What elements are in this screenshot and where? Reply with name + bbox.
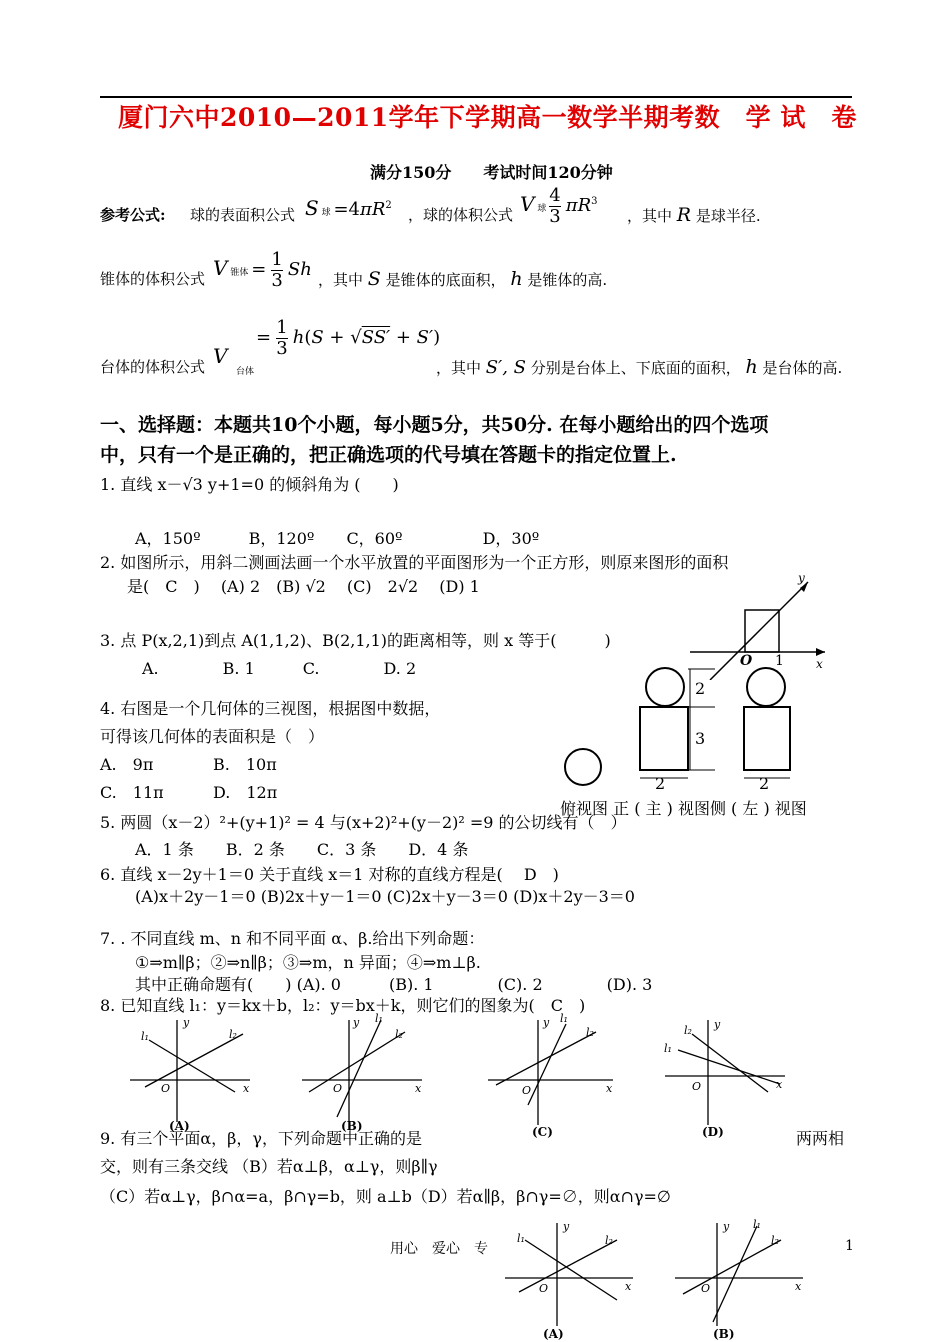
q5-stem: 5. 两圆（x－2）²+(y+1)² = 4 与(x+2)²+(y－2)² =9 的公切线有（ ） (100, 813, 627, 832)
top-view-label: 俯视图 (560, 799, 609, 818)
cone-note: ，其中 S 是锥体的底面积， h 是锥体的高. (318, 268, 608, 290)
q9-line1b: 两两相 (796, 1129, 845, 1148)
origin-label: O (692, 1080, 702, 1093)
line-l1 (678, 1050, 780, 1084)
ball-vol-label: ，球的体积公式 (408, 206, 514, 224)
q4-opt-a: A. 9π (100, 755, 154, 774)
section1-line1: 一、选择题：本题共10个小题，每小题5分，共50分. 在每小题给出的四个选项 (100, 414, 769, 436)
q1-options: A，150º B，120º C，60º D，30º (135, 529, 540, 548)
frustum-sub: 台体 (236, 367, 255, 377)
dim-width-side: 2 (759, 774, 770, 790)
q1-stem: 1. 直线 x－√3 y+1=0 的倾斜角为 ( ) (100, 475, 399, 494)
exam-subtitle: 满分150分 考试时间120分钟 (370, 163, 613, 182)
q9-line1a: 9. 有三个平面α，β，γ，下列命题中正确的是 (100, 1129, 422, 1148)
x-arrow-icon (816, 648, 825, 656)
l1-label: l₁ (753, 1218, 761, 1231)
q2-line2: 是( C ) (A) 2 (B) √2 (C) 2√2 (D) 1 (127, 577, 480, 596)
section1-line2: 中，只有一个是正确的，把正确选项的代号填在答题卡的指定位置上. (100, 444, 677, 466)
q6-options: (A)x＋2y－1＝0 (B)2x＋y－1＝0 (C)2x＋y－3＝0 (D)x＋2y－3＝0 (135, 887, 635, 906)
q7-line2: ①⇒m∥β；②⇒n∥β；③⇒m，n 异面；④⇒m⊥β. (135, 953, 481, 972)
front-view-label: 正 ( 主 ) 视图 (613, 799, 710, 818)
origin-label: O (161, 1082, 171, 1095)
cone-formula: V 锥体 = $\frac{1}{3}$ Sh (213, 249, 312, 291)
line-l2 (519, 1240, 617, 1292)
y-label: y (543, 1016, 550, 1029)
y-label: y (183, 1016, 190, 1029)
graph-c-label: (C) (532, 1125, 553, 1139)
l2-label: l₂ (229, 1028, 237, 1041)
l2-label: l₂ (605, 1234, 613, 1247)
l2-label: l₂ (395, 1028, 403, 1041)
q4-opt-b: B. 10π (213, 755, 277, 774)
three-views-figure (555, 660, 855, 790)
l2-label: l₂ (684, 1024, 692, 1037)
x-label: x (606, 1082, 613, 1095)
y-label: y (723, 1220, 730, 1233)
q6-stem: 6. 直线 x－2y＋1＝0 关于直线 x＝1 对称的直线方程是( D ) (100, 865, 559, 884)
q7-line1: 7. . 不同直线 m、n 和不同平面 α、β.给出下列命题： (100, 929, 485, 948)
q5-options: A．1 条 B．2 条 C．3 条 D．4 条 (135, 840, 469, 859)
q8-stem: 8. 已知直线 l₁：y＝kx＋b，l₂：y＝bx＋k，则它们的图象为( C ) (100, 996, 586, 1015)
l1-label: l₁ (560, 1012, 568, 1025)
l2-label: l₂ (771, 1234, 779, 1247)
l1-label: l₁ (375, 1012, 383, 1025)
graph-a-repeat (505, 1218, 645, 1342)
q4-line2: 可得该几何体的表面积是（ ） (100, 727, 325, 746)
q2-line1: 2. 如图所示，用斜二测画法画一个水平放置的平面图形为一个正方形，则原来图形的面积 (100, 553, 729, 572)
graph-a-label: (A) (169, 1119, 190, 1132)
side-rect (744, 707, 790, 770)
line-l2 (309, 1032, 405, 1092)
dim-height-top: 2 (695, 679, 706, 698)
graph-d (660, 1010, 800, 1140)
q7-line3: 其中正确命题有( ) (A). 0 (B). 1 (C). 2 (D). 3 (135, 975, 653, 994)
dim-height-bottom: 3 (695, 729, 706, 748)
line-l2 (496, 1032, 596, 1085)
ball-area-formula: S 球 $=4\pi R^2$ (305, 196, 392, 220)
x-label: x (243, 1082, 250, 1095)
y-label: y (798, 571, 805, 585)
ball-area-label: 球的表面积公式 (190, 206, 296, 224)
line-l1 (337, 1020, 381, 1117)
graph-b-label: (B) (341, 1119, 363, 1132)
q3-options: A. B. 1 C. D. 2 (142, 659, 417, 678)
ref-label: 参考公式: (100, 206, 166, 224)
l1-label: l₁ (664, 1042, 672, 1055)
frustum-formula: = $\frac{1}{3}$ h(S + √SS′ + S′) (256, 317, 441, 359)
frustum-label: 台体的体积公式 (100, 358, 206, 376)
origin-label: O (701, 1282, 711, 1295)
exam-title: 厦门六中2010—2011学年下学期高一数学半期考数 学 试 卷 (118, 103, 857, 132)
side-view-label: 侧 ( 左 ) 视图 (709, 799, 807, 818)
ball-vol-formula: V 球 $\frac{4}{3}$ $\pi R^3$ (520, 185, 598, 227)
graph-b-repeat (675, 1218, 815, 1342)
y-label: y (563, 1220, 570, 1233)
frustum-note: ，其中 S′, S 分别是台体上、下底面的面积， h 是台体的高. (436, 356, 843, 378)
front-rect (640, 707, 688, 770)
origin-label: O (522, 1084, 532, 1097)
origin-label: O (333, 1082, 343, 1095)
l1-label: l₁ (517, 1232, 525, 1245)
q4-line1: 4. 右图是一个几何体的三视图，根据图中数据， (100, 699, 441, 718)
x-label: x (776, 1078, 783, 1091)
dim-width-front: 2 (655, 774, 666, 790)
one-label: 1 (775, 653, 784, 669)
q9-line2: 交，则有三条交线 （B）若α⊥β，α⊥γ，则β∥γ (100, 1157, 438, 1176)
graph-b (297, 1012, 437, 1132)
graph-d-label: (D) (702, 1125, 724, 1139)
graph-c (488, 1010, 628, 1140)
line-l2 (145, 1034, 243, 1087)
l2-label: l₂ (586, 1026, 594, 1039)
page-number: 1 (845, 1238, 854, 1254)
line-l2 (683, 1240, 781, 1294)
top-circle (565, 749, 601, 785)
q9-line3: （C）若α⊥γ，β∩α=a，β∩γ=b，则 a⊥b（D）若α∥β，β∩γ=∅，则α∩γ=∅ (100, 1187, 671, 1206)
ball-note: ，其中 R 是球半径. (627, 204, 761, 226)
x-label: x (415, 1082, 422, 1095)
graph-a-repeat-label: (A) (543, 1327, 564, 1341)
y-label: y (714, 1018, 721, 1031)
q4-opt-d: D. 12π (213, 783, 278, 802)
frustum-v: V (213, 344, 228, 368)
cone-label: 锥体的体积公式 (100, 270, 206, 288)
graph-b-repeat-label: (B) (713, 1327, 735, 1341)
x-label: x (816, 657, 823, 671)
side-circle (747, 668, 785, 706)
graph-a (125, 1012, 265, 1132)
origin-label: O (539, 1282, 549, 1295)
origin-label: O (740, 653, 753, 669)
view-labels (560, 796, 807, 819)
q4-opt-c: C. 11π (100, 783, 164, 802)
x-label: x (625, 1280, 632, 1293)
l1-label: l₁ (141, 1030, 149, 1043)
y-label: y (353, 1016, 360, 1029)
x-label: x (795, 1280, 802, 1293)
line-l2 (692, 1034, 768, 1092)
q3-stem: 3. 点 P(x,2,1)到点 A(1,1,2)、B(2,1,1)的距离相等，则 x 等于( ) (100, 631, 611, 650)
footer-text: 用心 爱心 专 (390, 1241, 488, 1257)
front-circle (646, 668, 684, 706)
